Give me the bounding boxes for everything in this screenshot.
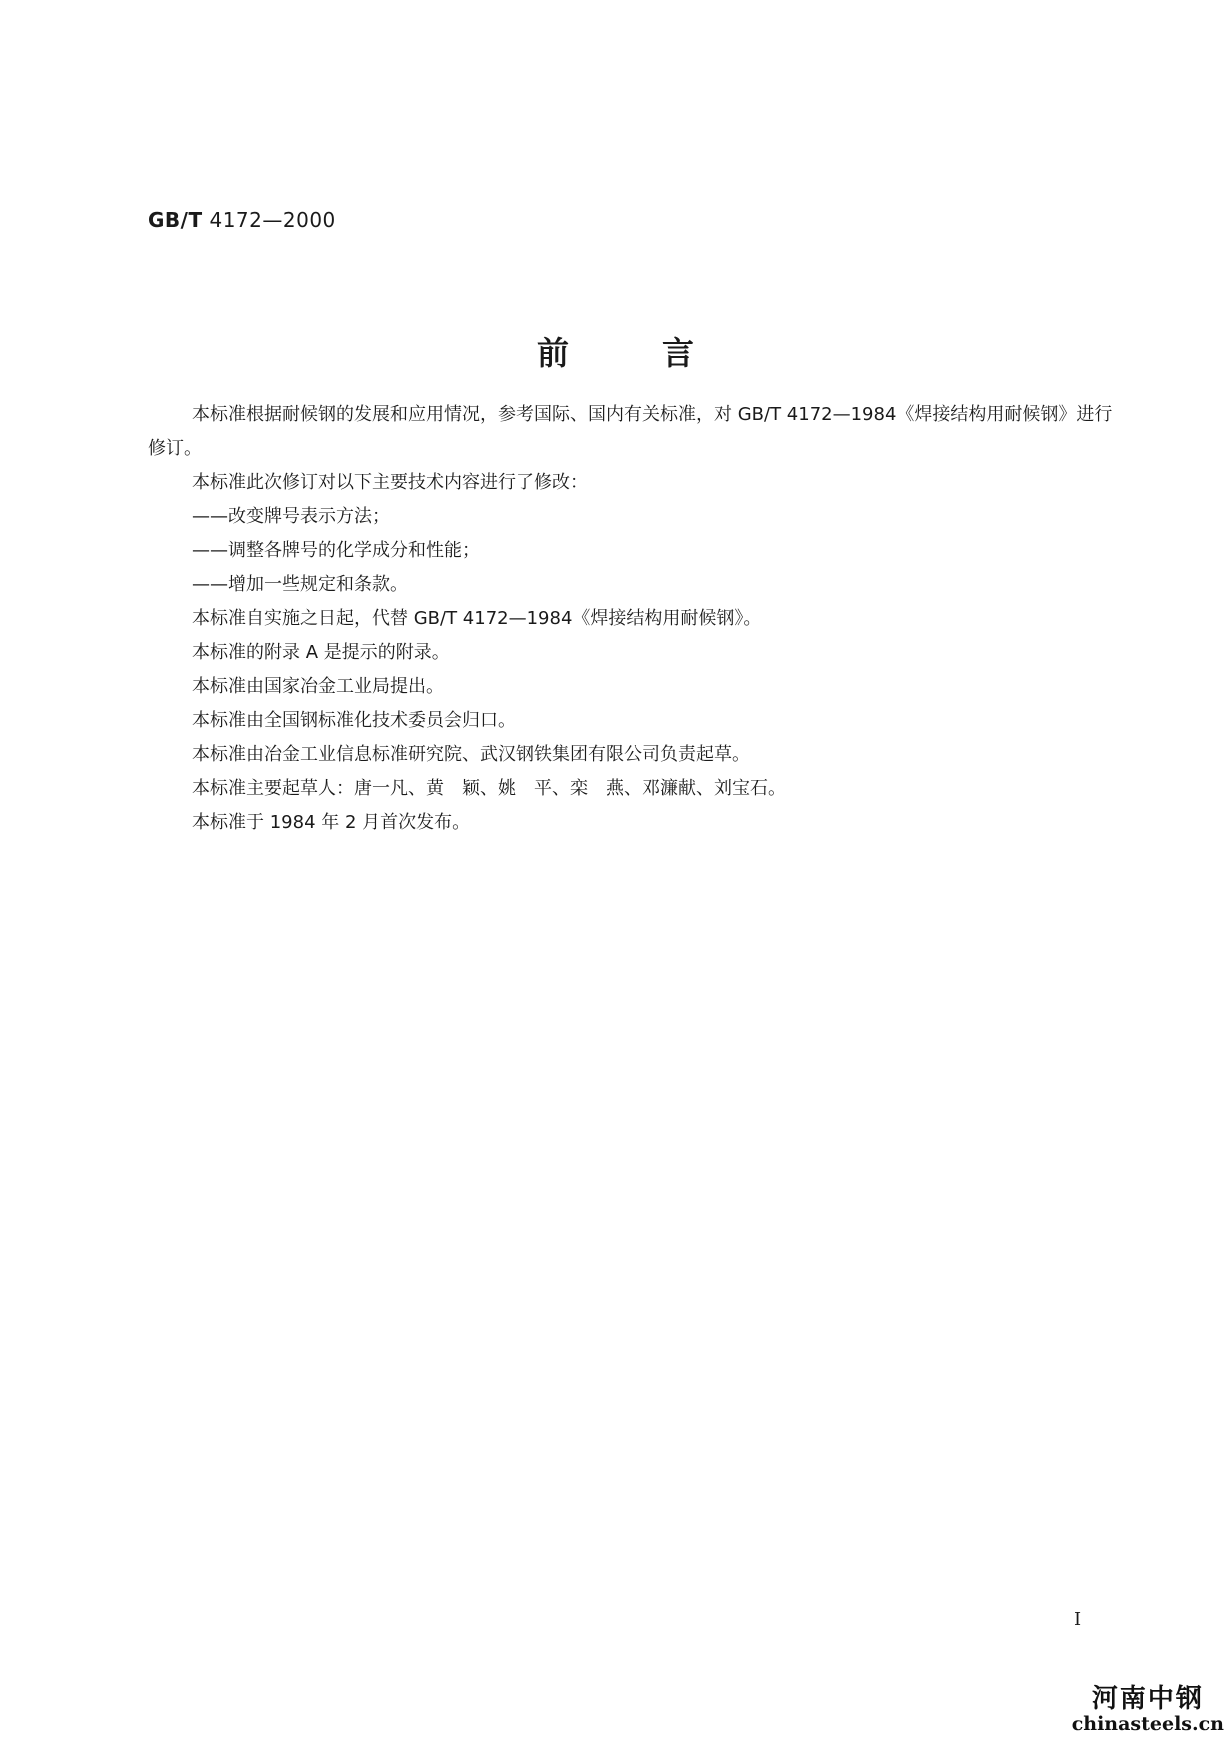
preface-list-item: ——改变牌号表示方法； bbox=[192, 506, 390, 527]
preface-paragraph: 本标准于 1984 年 2 月首次发布。 bbox=[192, 812, 471, 833]
watermark-logo bbox=[1072, 1685, 1224, 1735]
page-title-part1: 前 bbox=[536, 334, 570, 372]
preface-paragraph: 本标准此次修订对以下主要技术内容进行了修改： bbox=[192, 472, 588, 493]
page-title-part2: 言 bbox=[662, 334, 696, 372]
page-number: I bbox=[1074, 1609, 1082, 1630]
preface-paragraph: 本标准的附录 A 是提示的附录。 bbox=[192, 642, 450, 663]
preface-paragraph: 本标准由冶金工业信息标准研究院、武汉钢铁集团有限公司负责起草。 bbox=[192, 744, 750, 765]
document-code-number: 4172—2000 bbox=[209, 208, 336, 232]
preface-paragraph: 本标准自实施之日起，代替 GB/T 4172—1984《焊接结构用耐候钢》。 bbox=[192, 608, 762, 629]
preface-paragraph: 本标准由全国钢标准化技术委员会归口。 bbox=[192, 710, 516, 731]
watermark-url: chinasteels.cn bbox=[1071, 1713, 1224, 1735]
watermark-name: 河南中钢 bbox=[1091, 1684, 1204, 1714]
document-code-prefix: GB/T bbox=[148, 208, 203, 232]
preface-paragraph: 本标准由国家冶金工业局提出。 bbox=[192, 676, 444, 697]
preface-paragraph: 本标准根据耐候钢的发展和应用情况，参考国际、国内有关标准，对 GB/T 4172—1984《焊接结构用耐候钢》进行修订。 bbox=[148, 404, 1113, 459]
document-code bbox=[148, 208, 336, 232]
preface-list-item: ——增加一些规定和条款。 bbox=[192, 574, 408, 595]
preface-list-item: ——调整各牌号的化学成分和性能； bbox=[192, 540, 480, 561]
preface-paragraph: 本标准主要起草人：唐一凡、黄 颖、姚 平、栾 燕、邓濂献、刘宝石。 bbox=[192, 778, 786, 799]
page-title bbox=[0, 328, 1232, 374]
preface-body bbox=[148, 398, 1124, 840]
